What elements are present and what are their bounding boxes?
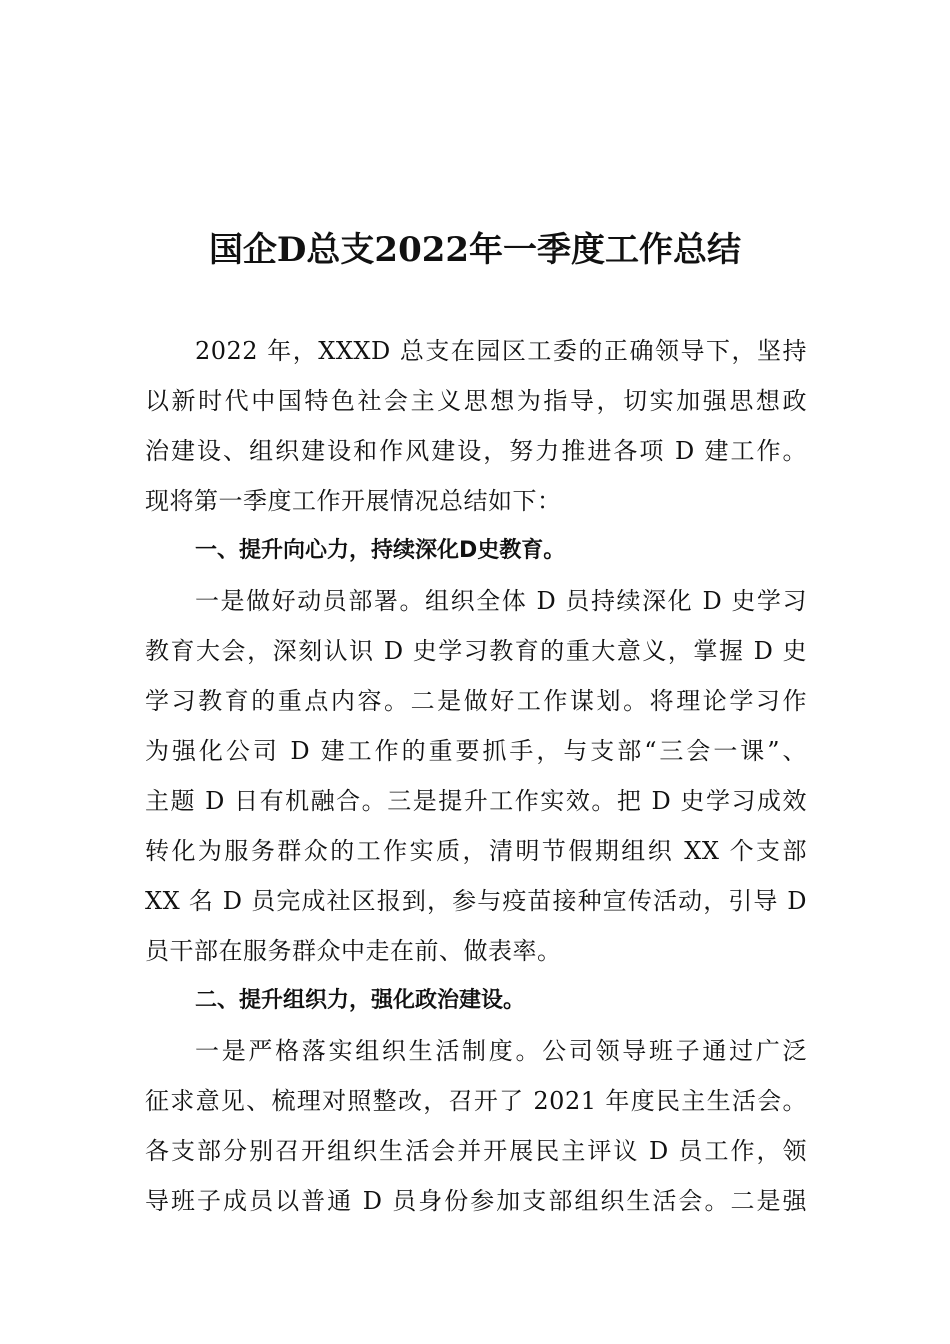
- section1-line: 转化为服务群众的工作实质，清明节假期组织 XX 个支部: [145, 837, 807, 865]
- section1-line: 为强化公司 D 建工作的重要抓手，与支部“三会一课”、: [145, 737, 807, 765]
- intro-line: 以新时代中国特色社会主义思想为指导，切实加强思想政: [145, 387, 807, 415]
- section2-line: 一是严格落实组织生活制度。公司领导班子通过广泛: [195, 1037, 807, 1065]
- section1-line: XX 名 D 员完成社区报到，参与疫苗接种宣传活动，引导 D: [145, 887, 807, 915]
- section-heading-1: 一、提升向心力，持续深化D史教育。: [195, 538, 566, 563]
- section2-line: 导班子成员以普通 D 员身份参加支部组织生活会。二是强: [145, 1187, 807, 1215]
- section2-line: 征求意见、梳理对照整改，召开了 2021 年度民主生活会。: [145, 1087, 807, 1115]
- section1-line: 一是做好动员部署。组织全体 D 员持续深化 D 史学习: [195, 587, 807, 615]
- section1-line: 学习教育的重点内容。二是做好工作谋划。将理论学习作: [145, 687, 807, 715]
- section2-line: 各支部分别召开组织生活会并开展民主评议 D 员工作，领: [145, 1137, 807, 1165]
- document-body: [145, 326, 807, 1226]
- document-title: 国企D总支2022年一季度工作总结: [208, 230, 742, 270]
- section-heading-2: 二、提升组织力，强化政治建设。: [195, 988, 526, 1013]
- section1-line: 员干部在服务群众中走在前、做表率。: [145, 937, 562, 965]
- intro-line: 治建设、组织建设和作风建设，努力推进各项 D 建工作。: [145, 437, 807, 465]
- intro-line: 2022 年，XXXD 总支在园区工委的正确领导下，坚持: [195, 337, 807, 365]
- section1-line: 教育大会，深刻认识 D 史学习教育的重大意义，掌握 D 史: [145, 637, 807, 665]
- section1-line: 主题 D 日有机融合。三是提升工作实效。把 D 史学习成效: [145, 787, 807, 815]
- intro-line: 现将第一季度工作开展情况总结如下：: [145, 487, 562, 515]
